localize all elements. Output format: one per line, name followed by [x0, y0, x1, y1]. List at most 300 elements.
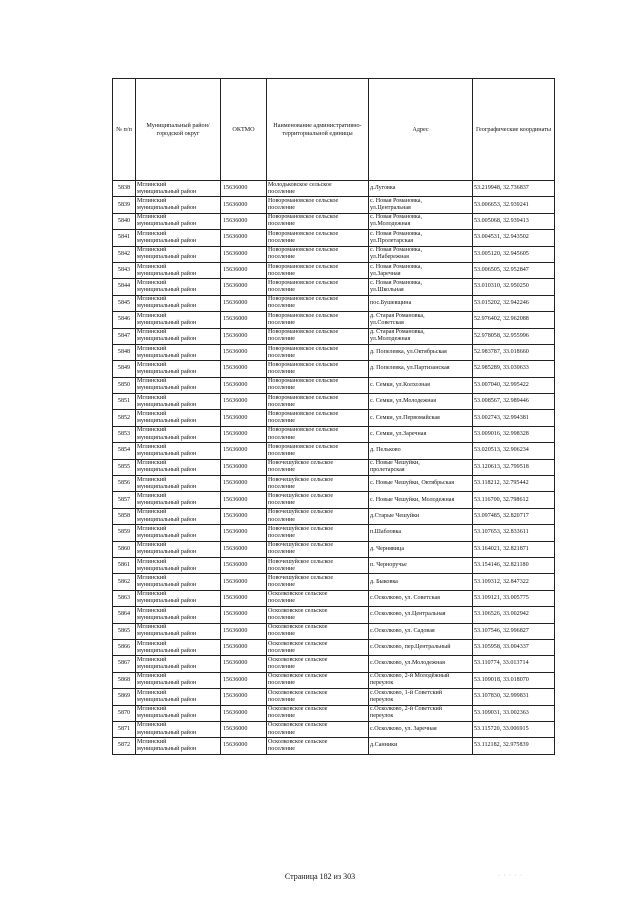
cell-unit	[267, 607, 369, 623]
table-body	[113, 181, 555, 755]
cell-district-text: муниципальный район	[137, 516, 197, 523]
cell-coords	[473, 721, 555, 737]
cell-district-text: муниципальный район	[137, 254, 197, 261]
cell-oktmo-text: 15636000	[223, 578, 248, 585]
cell-unit	[267, 639, 369, 655]
cell-oktmo-text: 15636000	[223, 660, 248, 667]
cell-address	[369, 459, 473, 475]
table-row	[113, 705, 555, 721]
cell-address	[369, 344, 473, 360]
cell-coords	[473, 459, 555, 475]
cell-coords-text: 53.109031, 33.002363	[474, 709, 529, 716]
cell-district	[136, 426, 221, 442]
cell-unit-text: поселение	[268, 647, 295, 654]
table-row	[113, 721, 555, 737]
cell-district-text: муниципальный район	[137, 745, 197, 752]
table-row	[113, 410, 555, 426]
cell-num-text: 5843	[117, 267, 131, 274]
cell-unit-text: поселение	[268, 664, 295, 671]
cell-coords	[473, 295, 555, 311]
cell-num-text: 5845	[117, 299, 131, 306]
cell-address-text: д.Старые Чешуйки	[370, 512, 420, 519]
cell-oktmo-text: 15636000	[223, 611, 248, 618]
cell-coords	[473, 623, 555, 639]
cell-unit-text: Новоромановское сельское	[268, 361, 339, 368]
cell-unit-text: Осколковское сельское	[268, 722, 328, 729]
table-row	[113, 181, 555, 197]
cell-district	[136, 344, 221, 360]
cell-district	[136, 246, 221, 262]
cell-oktmo-text: 15636000	[223, 709, 248, 716]
cell-oktmo	[221, 361, 267, 377]
cell-district-text: Мглинский	[137, 558, 167, 565]
cell-coords	[473, 492, 555, 508]
cell-unit-text: Осколковское сельское	[268, 624, 328, 631]
cell-oktmo-text: 15636000	[223, 594, 248, 601]
cell-coords-text: 53.112182, 32.975839	[474, 742, 529, 749]
cell-num-text: 5851	[117, 398, 131, 405]
cell-unit	[267, 525, 369, 541]
cell-coords-text: 52.983787, 33.018660	[474, 349, 529, 356]
cell-coords-text: 52.985289, 33.030633	[474, 365, 529, 372]
cell-unit	[267, 426, 369, 442]
cell-address	[369, 262, 473, 278]
cell-num-text: 5846	[117, 316, 131, 323]
cell-address	[369, 181, 473, 197]
cell-coords-text: 53.005068, 32.939413	[474, 217, 529, 224]
cell-address	[369, 328, 473, 344]
cell-unit-text: Новочешуйское сельское	[268, 509, 334, 516]
cell-num	[113, 394, 136, 410]
cell-coords-text: 53.107653, 32.833611	[474, 529, 529, 536]
cell-district-text: Мглинский	[137, 640, 167, 647]
cell-unit	[267, 361, 369, 377]
cell-coords	[473, 246, 555, 262]
cell-oktmo	[221, 738, 267, 754]
cell-num-text: 5839	[117, 201, 131, 208]
cell-address	[369, 492, 473, 508]
cell-district-text: муниципальный район	[137, 418, 197, 425]
cell-oktmo-text: 15636000	[223, 627, 248, 634]
cell-num-text: 5867	[117, 660, 131, 667]
cell-coords-text: 53.004531, 32.943502	[474, 234, 529, 241]
cell-district	[136, 312, 221, 328]
cell-oktmo	[221, 410, 267, 426]
cell-num	[113, 508, 136, 524]
cell-district-text: Мглинский	[137, 591, 167, 598]
cell-num-text: 5852	[117, 414, 131, 421]
cell-num-text: 5872	[117, 742, 131, 749]
cell-num	[113, 639, 136, 655]
cell-address	[369, 443, 473, 459]
cell-district-text: муниципальный район	[137, 565, 197, 572]
table-row	[113, 213, 555, 229]
cell-address	[369, 213, 473, 229]
cell-address-text: д.Санники	[370, 742, 398, 749]
cell-num	[113, 426, 136, 442]
cell-coords-text: 53.109018, 33.018070	[474, 676, 529, 683]
cell-coords	[473, 508, 555, 524]
cell-district	[136, 213, 221, 229]
table-row	[113, 672, 555, 688]
cell-district-text: муниципальный район	[137, 270, 197, 277]
cell-unit-text: поселение	[268, 401, 295, 408]
cell-address-text: с.Осколково, 1-й Советский	[370, 689, 443, 696]
cell-district-text: муниципальный район	[137, 303, 197, 310]
cell-district-text: муниципальный район	[137, 319, 197, 326]
table-row	[113, 738, 555, 754]
cell-coords	[473, 394, 555, 410]
cell-num	[113, 623, 136, 639]
cell-district-text: Мглинский	[137, 574, 167, 581]
cell-coords	[473, 344, 555, 360]
cell-coords	[473, 639, 555, 655]
cell-oktmo	[221, 344, 267, 360]
cell-num	[113, 213, 136, 229]
cell-unit-text: Новочешуйское сельское	[268, 574, 334, 581]
cell-oktmo-text: 15636000	[223, 414, 248, 421]
cell-address-text: д. Попелевка, ул.Партизанская	[370, 365, 450, 372]
cell-district-text: Мглинский	[137, 214, 167, 221]
cell-district	[136, 672, 221, 688]
table-row	[113, 574, 555, 590]
cell-unit-text: Новоромановское сельское	[268, 443, 339, 450]
cell-coords	[473, 672, 555, 688]
cell-district	[136, 738, 221, 754]
cell-unit	[267, 590, 369, 606]
cell-num-text: 5847	[117, 332, 131, 339]
cell-address-text: с.Осколково, ул.Молодежная	[370, 660, 445, 667]
cell-unit-text: поселение	[268, 434, 295, 441]
cell-num-text: 5855	[117, 463, 131, 470]
cell-num	[113, 656, 136, 672]
cell-oktmo	[221, 230, 267, 246]
cell-oktmo	[221, 623, 267, 639]
cell-district-text: муниципальный район	[137, 401, 197, 408]
cell-num-text: 5859	[117, 529, 131, 536]
cell-num-text: 5841	[117, 234, 131, 241]
cell-district-text: муниципальный район	[137, 368, 197, 375]
cell-coords-text: 53.116700, 32.798612	[474, 496, 529, 503]
cell-district-text: муниципальный район	[137, 385, 197, 392]
cell-unit-text: поселение	[268, 549, 295, 556]
cell-district-text: Мглинский	[137, 460, 167, 467]
cell-unit	[267, 689, 369, 705]
cell-num	[113, 476, 136, 492]
cell-unit	[267, 623, 369, 639]
cell-address-text: с.Осколково, 2-й Молодёжный	[370, 673, 450, 680]
cell-address-text: с. Новая Романовка,	[370, 230, 422, 237]
cell-address-text: с. Семки, ул.Колхозная	[370, 381, 430, 388]
cell-coords	[473, 279, 555, 295]
cell-unit-text: Осколковское сельское	[268, 607, 328, 614]
cell-district-text: Мглинский	[137, 706, 167, 713]
cell-address-text: с. Новые Чешуйки, Молодежная	[370, 496, 455, 503]
cell-address-text: переулок	[370, 713, 394, 720]
cell-oktmo-text: 15636000	[223, 316, 248, 323]
cell-address-text: д. Попелевка, ул.Октябрьская	[370, 349, 447, 356]
cell-unit-text: поселение	[268, 270, 295, 277]
cell-unit-text: Новоромановское сельское	[268, 378, 339, 385]
cell-coords	[473, 590, 555, 606]
cell-oktmo	[221, 705, 267, 721]
cell-district	[136, 328, 221, 344]
table-row	[113, 197, 555, 213]
cell-coords-text: 52.976402, 32.962088	[474, 316, 529, 323]
cell-coords-text: 53.110774, 33.013714	[474, 660, 529, 667]
cell-coords	[473, 312, 555, 328]
cell-district-text: Мглинский	[137, 378, 167, 385]
cell-district-text: Мглинский	[137, 279, 167, 286]
cell-district-text: Мглинский	[137, 656, 167, 663]
cell-unit-text: поселение	[268, 713, 295, 720]
cell-num	[113, 230, 136, 246]
header-unit: Наименование административно-территориальной единицы	[267, 79, 369, 181]
cell-oktmo	[221, 394, 267, 410]
cell-num	[113, 262, 136, 278]
cell-oktmo	[221, 656, 267, 672]
cell-unit-text: поселение	[268, 418, 295, 425]
cell-coords-text: 53.115720, 33.006915	[474, 726, 529, 733]
cell-address-text: с.Осколково, ул. Садовая	[370, 627, 435, 634]
cell-district-text: муниципальный район	[137, 205, 197, 212]
cell-unit-text: поселение	[268, 221, 295, 228]
cell-district	[136, 721, 221, 737]
cell-address-text: ул.Заречная	[370, 270, 401, 277]
cell-unit-text: поселение	[268, 745, 295, 752]
cell-coords-text: 53.009016, 32.998328	[474, 431, 529, 437]
cell-oktmo	[221, 607, 267, 623]
cell-oktmo-text: 15636000	[223, 431, 248, 437]
cell-oktmo	[221, 639, 267, 655]
table-row	[113, 443, 555, 459]
cell-coords	[473, 181, 555, 197]
cell-unit-text: Новоромановское сельское	[268, 230, 339, 237]
cell-unit	[267, 443, 369, 459]
cell-coords-text: 52.978058, 32.955996	[474, 332, 529, 339]
cell-district	[136, 541, 221, 557]
cell-district-text: Мглинский	[137, 542, 167, 549]
cell-unit	[267, 541, 369, 557]
cell-num	[113, 672, 136, 688]
cell-address-text: переулок	[370, 680, 394, 687]
cell-oktmo	[221, 279, 267, 295]
table-row	[113, 476, 555, 492]
cell-unit-text: поселение	[268, 352, 295, 359]
cell-unit-text: поселение	[268, 237, 295, 244]
cell-address-text: с. Семки, ул.Молодежная	[370, 398, 436, 405]
cell-district	[136, 705, 221, 721]
cell-num	[113, 312, 136, 328]
cell-oktmo-text: 15636000	[223, 201, 248, 208]
cell-num	[113, 295, 136, 311]
cell-oktmo-text: 15636000	[223, 283, 248, 290]
table-row	[113, 689, 555, 705]
cell-oktmo	[221, 525, 267, 541]
cell-coords-text: 53.118212, 32.795442	[474, 480, 529, 487]
cell-district-text: муниципальный район	[137, 598, 197, 605]
cell-num	[113, 738, 136, 754]
cell-address	[369, 312, 473, 328]
cell-district-text: муниципальный район	[137, 336, 197, 343]
cell-oktmo-text: 15636000	[223, 267, 248, 274]
cell-district-text: Мглинский	[137, 722, 167, 729]
cell-coords-text: 53.164021, 32.821871	[474, 545, 529, 552]
cell-num	[113, 525, 136, 541]
cell-oktmo	[221, 721, 267, 737]
header-district: Муниципальный район/городской округ	[136, 79, 221, 181]
cell-oktmo-text: 15636000	[223, 365, 248, 372]
cell-district-text: муниципальный район	[137, 352, 197, 359]
cell-address	[369, 426, 473, 442]
cell-num	[113, 590, 136, 606]
cell-num-text: 5856	[117, 480, 131, 487]
cell-unit	[267, 230, 369, 246]
cell-num	[113, 410, 136, 426]
cell-district	[136, 689, 221, 705]
cell-coords-text: 53.109312, 32.847322	[474, 578, 529, 585]
table-row	[113, 344, 555, 360]
document-sheet	[112, 78, 554, 755]
cell-district	[136, 525, 221, 541]
cell-coords-text: 53.107830, 32.999831	[474, 693, 529, 700]
cell-address-text: ул.Молодежная	[370, 221, 411, 228]
cell-address-text: с.Осколково, ул.Центральная	[370, 611, 446, 618]
cell-num-text: 5866	[117, 644, 131, 651]
cell-unit-text: Осколковское сельское	[268, 738, 328, 745]
cell-district-text: Мглинский	[137, 607, 167, 614]
cell-unit	[267, 246, 369, 262]
cell-unit	[267, 476, 369, 492]
cell-oktmo-text: 15636000	[223, 742, 248, 749]
cell-coords-text: 53.006653, 32.939241	[474, 201, 529, 208]
cell-unit-text: Новочешуйское сельское	[268, 493, 334, 500]
cell-unit-text: поселение	[268, 582, 295, 589]
cell-district-text: Мглинский	[137, 263, 167, 270]
cell-oktmo	[221, 246, 267, 262]
cell-address	[369, 590, 473, 606]
cell-district	[136, 607, 221, 623]
cell-unit-text: поселение	[268, 500, 295, 507]
cell-oktmo	[221, 197, 267, 213]
cell-unit	[267, 492, 369, 508]
cell-unit	[267, 574, 369, 590]
cell-district	[136, 377, 221, 393]
table-row	[113, 377, 555, 393]
cell-num-text: 5853	[117, 431, 131, 437]
cell-address	[369, 721, 473, 737]
cell-num-text: 5849	[117, 365, 131, 372]
cell-unit-text: Новоромановское сельское	[268, 394, 339, 401]
cell-coords	[473, 443, 555, 459]
cell-unit-text: Новоромановское сельское	[268, 411, 339, 418]
cell-district	[136, 508, 221, 524]
cell-oktmo	[221, 508, 267, 524]
cell-address	[369, 230, 473, 246]
cell-num-text: 5871	[117, 726, 131, 733]
cell-district-text: Мглинский	[137, 181, 167, 188]
cell-address	[369, 689, 473, 705]
cell-unit-text: поселение	[268, 598, 295, 605]
cell-unit-text: Новочешуйское сельское	[268, 460, 334, 467]
header-coords: Географические координаты	[473, 79, 555, 181]
table-row	[113, 230, 555, 246]
cell-unit-text: Осколковское сельское	[268, 689, 328, 696]
cell-district-text: Мглинский	[137, 361, 167, 368]
cell-coords-text: 53.105958, 33.004337	[474, 644, 529, 651]
cell-num	[113, 197, 136, 213]
cell-address-text: д. Старая Романовка,	[370, 312, 425, 319]
table-row	[113, 607, 555, 623]
cell-address-text: с. Новая Романовка,	[370, 247, 422, 254]
cell-unit	[267, 279, 369, 295]
cell-unit-text: Новоромановское сельское	[268, 197, 339, 204]
cell-num-text: 5864	[117, 611, 131, 618]
cell-district-text: Мглинский	[137, 345, 167, 352]
cell-unit	[267, 262, 369, 278]
cell-district-text: Мглинский	[137, 476, 167, 483]
cell-unit	[267, 295, 369, 311]
cell-oktmo-text: 15636000	[223, 447, 248, 454]
cell-district-text: муниципальный район	[137, 467, 197, 474]
cell-unit-text: поселение	[268, 483, 295, 490]
cell-address-text: с.Осколково, пер.Центральный	[370, 644, 451, 651]
cell-unit-text: поселение	[268, 205, 295, 212]
cell-unit-text: Новочешуйское сельское	[268, 476, 334, 483]
cell-coords-text: 53.015202, 32.942246	[474, 299, 529, 306]
table-row	[113, 312, 555, 328]
cell-address-text: ул.Набережная	[370, 254, 409, 261]
cell-district-text: Мглинский	[137, 673, 167, 680]
cell-district-text: муниципальный район	[137, 549, 197, 556]
cell-coords-text: 53.007040, 32.995422	[474, 381, 529, 388]
cell-num-text: 5848	[117, 349, 131, 356]
cell-coords	[473, 377, 555, 393]
cell-unit-text: поселение	[268, 516, 295, 523]
cell-oktmo	[221, 295, 267, 311]
cell-oktmo	[221, 262, 267, 278]
cell-unit-text: поселение	[268, 336, 295, 343]
cell-coords-text: 53.006505, 32.952847	[474, 267, 529, 274]
cell-district-text: муниципальный район	[137, 664, 197, 671]
cell-coords	[473, 541, 555, 557]
table-row	[113, 557, 555, 573]
cell-num-text: 5870	[117, 709, 131, 716]
cell-oktmo	[221, 426, 267, 442]
cell-unit-text: Осколковское сельское	[268, 673, 328, 680]
cell-coords-text: 53.219948, 32.736837	[474, 185, 529, 192]
cell-coords	[473, 361, 555, 377]
cell-oktmo	[221, 574, 267, 590]
cell-district	[136, 295, 221, 311]
cell-oktmo-text: 15636000	[223, 480, 248, 487]
cell-district	[136, 557, 221, 573]
cell-oktmo	[221, 328, 267, 344]
cell-address	[369, 623, 473, 639]
cell-unit-text: Новоромановское сельское	[268, 427, 339, 434]
cell-address	[369, 394, 473, 410]
cell-district-text: Мглинский	[137, 230, 167, 237]
cell-oktmo-text: 15636000	[223, 562, 248, 569]
cell-address	[369, 377, 473, 393]
cell-unit-text: поселение	[268, 450, 295, 457]
header-num: № п/п	[113, 79, 136, 181]
cell-unit	[267, 705, 369, 721]
cell-unit-text: Новоромановское сельское	[268, 296, 339, 303]
cell-oktmo	[221, 443, 267, 459]
cell-unit	[267, 328, 369, 344]
cell-oktmo-text: 15636000	[223, 381, 248, 388]
